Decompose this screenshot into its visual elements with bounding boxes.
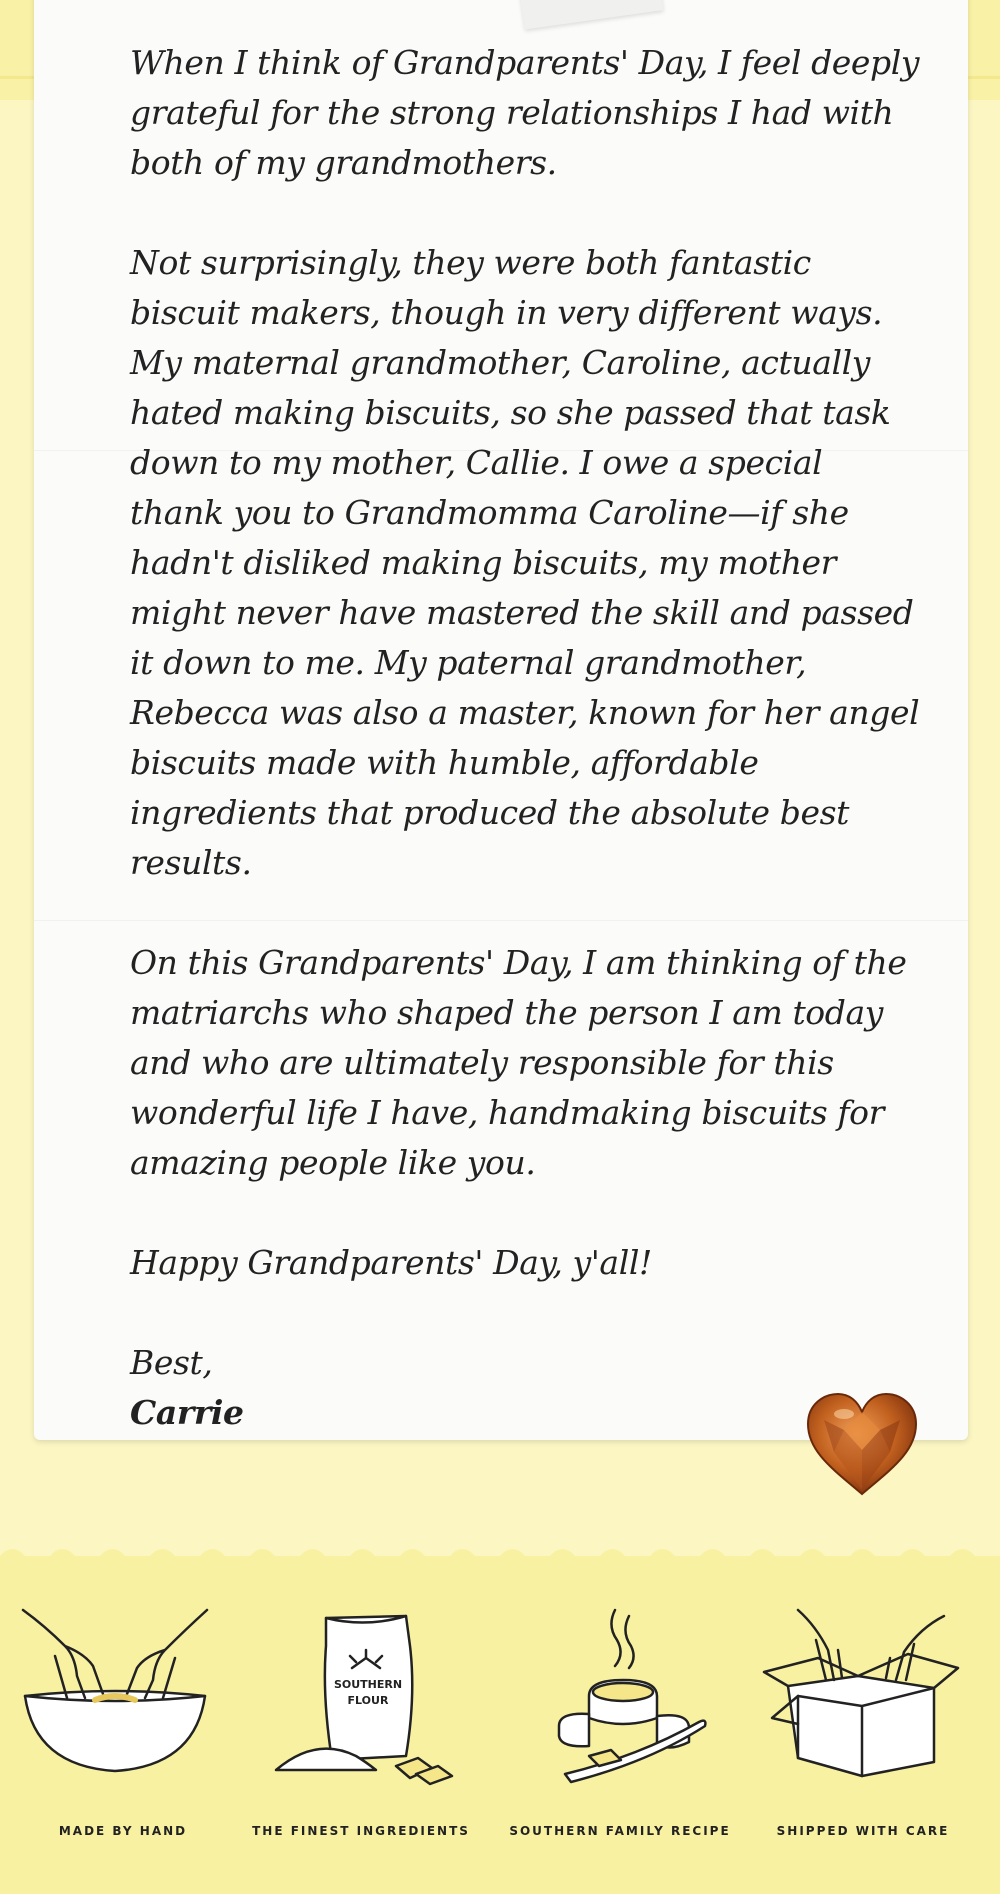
amber-gem-heart-icon (804, 1390, 920, 1498)
letter-body (130, 38, 920, 1438)
hands-mixing-bowl-icon (15, 1606, 215, 1786)
letter-paragraph: When I think of Grandparents' Day, I feel deeply grateful for the strong relationships I had with both of my grandmothers. (130, 43, 920, 182)
letter-paragraph: Not surprisingly, they were both fantastic biscuit makers, though in very different ways. My maternal grandmother, Caroline, actually hated making biscuits, so she passed that task down to my mother, Callie. I owe a special thank you to Grandmomma Caroline—if she hadn't disliked making biscuits, my mother might never have mastered the skill and passed it down to me. My paternal grandmother, Rebecca was also a master, known for her angel biscuits made with humble, affordable ingredients that produced the absolute best results. (130, 243, 920, 882)
letter-paper (34, 0, 968, 1440)
feature-label-finest-ingredients: THE FINEST INGREDIENTS (252, 1824, 470, 1838)
feature-finest-ingredients (246, 1606, 476, 1786)
feature-made-by-hand (0, 1606, 230, 1786)
feature-label-made-by-hand: MADE BY HAND (58, 1824, 188, 1838)
hands-shipping-box-icon (758, 1606, 968, 1786)
feature-label-southern-family-recipe: SOUTHERN FAMILY RECIPE (509, 1824, 731, 1838)
flour-bag-text: FLOUR (347, 1694, 389, 1707)
feature-label-shipped-with-care: SHIPPED WITH CARE (776, 1824, 950, 1838)
feature-shipped-with-care (748, 1606, 978, 1786)
flour-bag-icon (256, 1606, 466, 1786)
flour-bag-text: SOUTHERN (333, 1678, 403, 1691)
letter-paragraph: Happy Grandparents' Day, y'all! (130, 1243, 652, 1282)
steaming-biscuits-icon (519, 1606, 719, 1786)
feature-southern-family-recipe (504, 1606, 734, 1786)
feature-footer (0, 1556, 1000, 1894)
letter-signature: Carrie (130, 1393, 244, 1432)
letter-paragraph: On this Grandparents' Day, I am thinking of the matriarchs who shaped the person I am today and who are ultimately responsible for this wonderful life I have, handmaking biscuits for amazing people like you. (130, 943, 907, 1182)
letter-closing: Best, (130, 1343, 213, 1382)
scalloped-edge (0, 1542, 1000, 1570)
